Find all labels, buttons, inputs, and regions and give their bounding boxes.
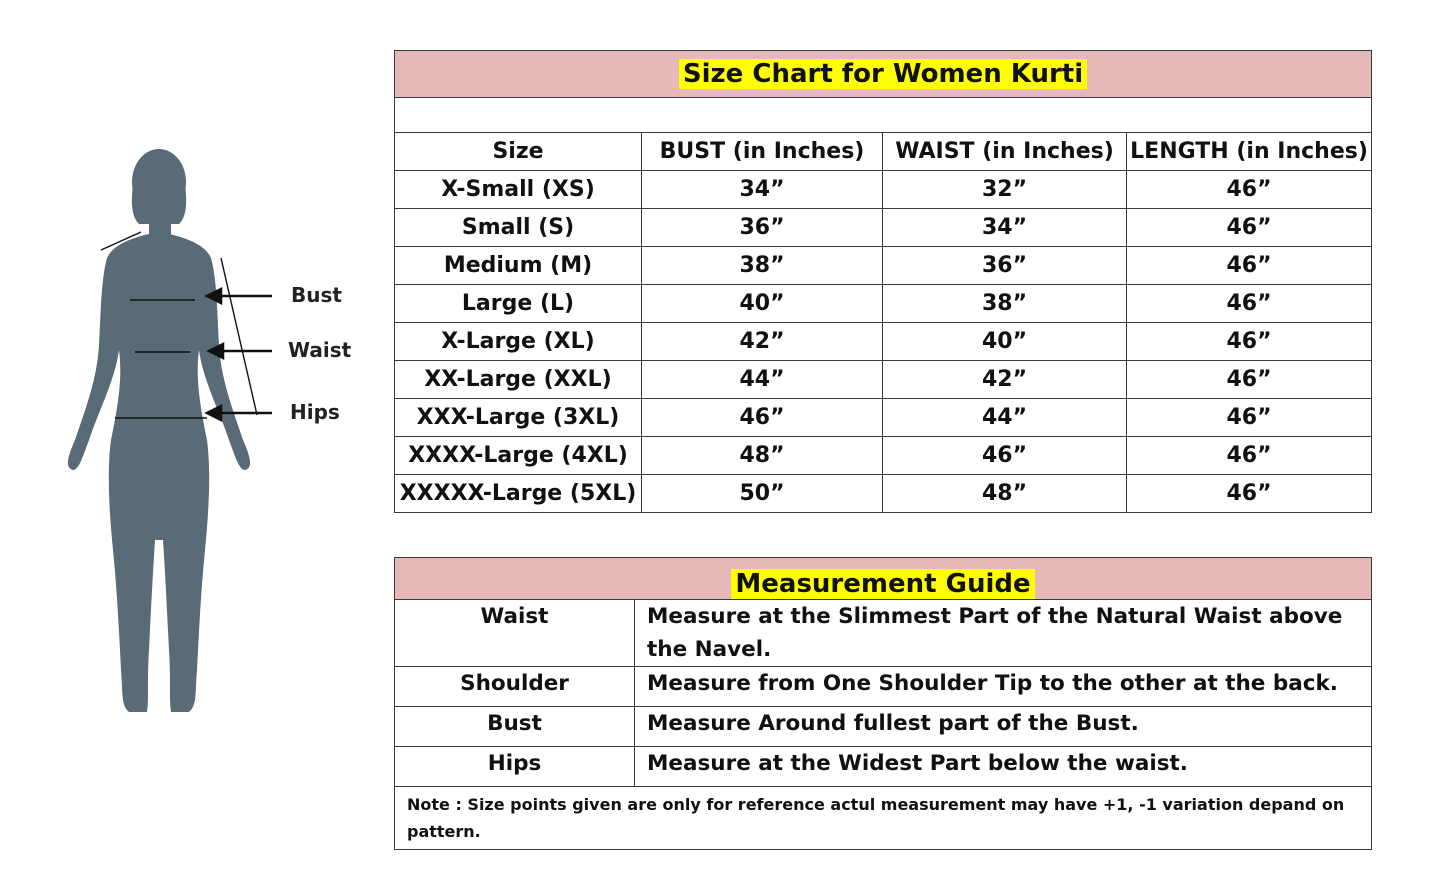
bust-cell: 40”: [642, 285, 883, 323]
header-cell: LENGTH (in Inches): [1127, 133, 1372, 171]
guide-description: Measure from One Shoulder Tip to the other at the back.: [635, 667, 1372, 707]
spacer-row: [395, 98, 1372, 133]
waist-cell: 40”: [883, 323, 1127, 361]
guide-name: Shoulder: [395, 667, 635, 707]
size-chart-table: [394, 50, 1372, 513]
size-cell: XX-Large (XXL): [395, 361, 642, 399]
bust-cell: 42”: [642, 323, 883, 361]
length-cell: 46”: [1127, 285, 1372, 323]
guide-row-hips: [395, 747, 1372, 787]
size-cell: XXXXX-Large (5XL): [395, 475, 642, 513]
guide-name: Hips: [395, 747, 635, 787]
bust-cell: 36”: [642, 209, 883, 247]
hips-label: Hips: [290, 400, 340, 424]
length-cell: 46”: [1127, 437, 1372, 475]
waist-cell: 36”: [883, 247, 1127, 285]
table-row: [395, 209, 1372, 247]
table-row: [395, 323, 1372, 361]
guide-row-bust: [395, 707, 1372, 747]
size-chart-header-row: [395, 133, 1372, 171]
table-row: [395, 171, 1372, 209]
bust-cell: 48”: [642, 437, 883, 475]
header-cell: BUST (in Inches): [642, 133, 883, 171]
waist-cell: 46”: [883, 437, 1127, 475]
waist-cell: 34”: [883, 209, 1127, 247]
bust-cell: 38”: [642, 247, 883, 285]
guide-row-shoulder: [395, 667, 1372, 707]
length-cell: 46”: [1127, 323, 1372, 361]
table-row: [395, 475, 1372, 513]
bust-cell: 46”: [642, 399, 883, 437]
size-cell: Small (S): [395, 209, 642, 247]
bust-cell: 34”: [642, 171, 883, 209]
note-row: [395, 787, 1372, 850]
length-cell: 46”: [1127, 209, 1372, 247]
bust-cell: 44”: [642, 361, 883, 399]
length-cell: 46”: [1127, 247, 1372, 285]
guide-row-waist: [395, 600, 1372, 667]
size-chart-title: Size Chart for Women Kurti: [679, 59, 1087, 89]
size-cell: Large (L): [395, 285, 642, 323]
table-row: [395, 399, 1372, 437]
table-row: [395, 437, 1372, 475]
waist-cell: 42”: [883, 361, 1127, 399]
length-cell: 46”: [1127, 475, 1372, 513]
waist-cell: 32”: [883, 171, 1127, 209]
size-cell: XXX-Large (3XL): [395, 399, 642, 437]
size-cell: X-Large (XL): [395, 323, 642, 361]
woman-silhouette-icon: [55, 140, 355, 730]
waist-cell: 44”: [883, 399, 1127, 437]
size-cell: XXXX-Large (4XL): [395, 437, 642, 475]
size-cell: X-Small (XS): [395, 171, 642, 209]
bust-cell: 50”: [642, 475, 883, 513]
measurement-guide-table: [394, 557, 1372, 850]
table-row: [395, 361, 1372, 399]
measurement-guide-title: Measurement Guide: [731, 569, 1034, 599]
table-row: [395, 247, 1372, 285]
header-cell: Size: [395, 133, 642, 171]
length-cell: 46”: [1127, 361, 1372, 399]
guide-description: Measure at the Widest Part below the waist.: [635, 747, 1372, 787]
size-cell: Medium (M): [395, 247, 642, 285]
body-measurement-figure: [55, 140, 355, 730]
guide-name: Waist: [395, 600, 635, 667]
guide-name: Bust: [395, 707, 635, 747]
length-cell: 46”: [1127, 399, 1372, 437]
guide-description: Measure Around fullest part of the Bust.: [635, 707, 1372, 747]
guide-description: Measure at the Slimmest Part of the Natural Waist above the Navel.: [635, 600, 1372, 667]
size-chart-title-row: [395, 51, 1372, 98]
header-cell: WAIST (in Inches): [883, 133, 1127, 171]
table-row: [395, 285, 1372, 323]
waist-label: Waist: [288, 338, 352, 362]
waist-cell: 38”: [883, 285, 1127, 323]
bust-label: Bust: [291, 283, 342, 307]
measurement-guide-title-row: [395, 558, 1372, 600]
length-cell: 46”: [1127, 171, 1372, 209]
note-text: Note : Size points given are only for reference actul measurement may have +1, -1 variation depand on pattern.: [395, 787, 1372, 850]
waist-cell: 48”: [883, 475, 1127, 513]
